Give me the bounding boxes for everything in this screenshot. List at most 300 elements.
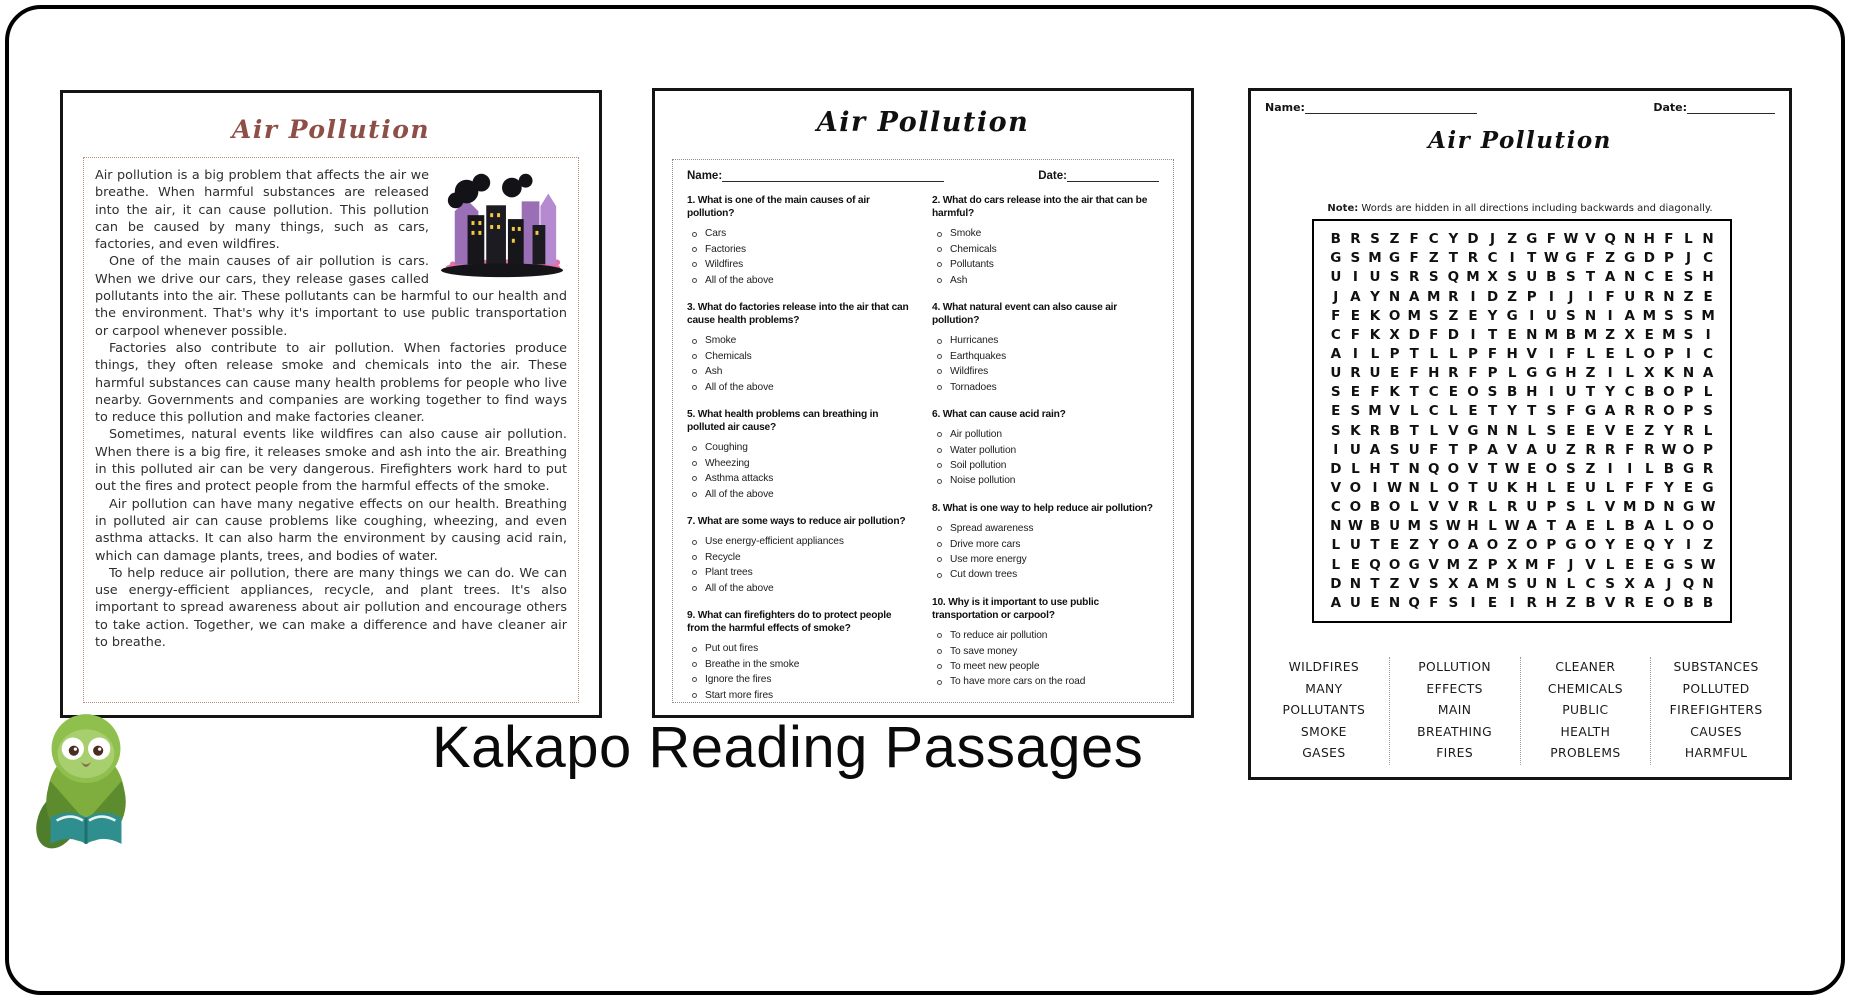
word-search-letter: W — [1347, 518, 1363, 535]
word-search-letter: O — [1682, 441, 1695, 458]
word-search-letter: L — [1488, 518, 1497, 535]
word-search-letter: S — [1487, 384, 1498, 401]
word-search-letter: H — [1428, 365, 1440, 382]
word-search-letter: Y — [1428, 537, 1439, 554]
option-label: To reduce air pollution — [950, 630, 1048, 642]
word-search-letter: W — [1543, 250, 1559, 267]
answer-option — [932, 273, 1159, 288]
passage-box — [83, 157, 579, 703]
word-search-letter: F — [1409, 250, 1419, 267]
word-search-letter: B — [1624, 518, 1635, 535]
option-bullet-icon — [937, 573, 942, 578]
word-search-letter: W — [1387, 479, 1403, 496]
word-search-letter: G — [1624, 250, 1636, 267]
answer-option — [932, 364, 1159, 379]
word-search-letter: I — [1333, 441, 1339, 458]
word-search-letter: L — [1449, 403, 1458, 420]
word-list-item: HARMFUL — [1684, 746, 1748, 760]
word-list-item: FIRES — [1436, 746, 1474, 760]
word-search-letter: H — [1369, 460, 1381, 477]
word-search-letter: S — [1428, 575, 1439, 592]
word-search-letter: B — [1683, 594, 1694, 611]
word-search-letter: F — [1409, 365, 1419, 382]
word-search-letter: G — [1565, 250, 1577, 267]
word-list-item: PROBLEMS — [1550, 746, 1621, 760]
passage-paragraph: One of the main causes of air pollution is cars. When we drive our cars, they release gases called pollutants into the air. These pollutants can be harmful to our health and the environment. That's why it's important to use public transportation or carpool whenever possible. — [95, 254, 567, 339]
option-label: Air pollution — [950, 429, 1002, 441]
word-search-letter: Y — [1664, 479, 1674, 496]
word-search-letter: F — [1644, 479, 1654, 496]
word-search-letter: L — [1605, 479, 1615, 496]
word-search-letter: L — [1409, 499, 1419, 516]
option-bullet-icon — [937, 385, 942, 390]
word-search-letter: S — [1683, 556, 1694, 573]
word-search-letter: U — [1330, 365, 1342, 382]
word-search-letter: N — [1682, 365, 1695, 382]
option-label: Put out fires — [705, 643, 759, 655]
word-search-row — [1326, 327, 1718, 343]
word-search-letter: I — [1509, 250, 1515, 267]
option-bullet-icon — [692, 339, 697, 344]
word-search-letter: D — [1408, 326, 1420, 343]
word-list-item: GASES — [1302, 746, 1346, 760]
word-search-letter: K — [1350, 422, 1361, 439]
answer-option — [932, 427, 1159, 442]
option-bullet-icon — [692, 570, 697, 575]
word-search-letter: Q — [1428, 460, 1440, 477]
word-search-letter: E — [1389, 365, 1400, 382]
word-search-letter: O — [1388, 307, 1401, 324]
word-search-letter: A — [1644, 518, 1655, 535]
option-label: Use more energy — [950, 553, 1027, 565]
page-title: Air Pollution — [816, 107, 1030, 138]
word-search-letter: B — [1663, 460, 1675, 477]
word-search-letter: N — [1408, 479, 1420, 496]
option-label: Chemicals — [950, 243, 997, 255]
word-search-letter: Z — [1683, 288, 1694, 305]
word-search-letter: L — [1586, 345, 1595, 362]
word-search-letter: R — [1408, 269, 1420, 286]
questions-column-left — [687, 194, 914, 716]
word-search-letter: N — [1486, 422, 1499, 439]
word-search-letter: E — [1331, 403, 1341, 420]
word-search-letter: O — [1663, 594, 1675, 611]
word-search-letter: W — [1504, 460, 1520, 477]
option-label: Pollutants — [950, 259, 994, 271]
option-bullet-icon — [937, 278, 942, 283]
option-label: To have more cars on the road — [950, 676, 1086, 688]
answer-option — [687, 226, 914, 241]
option-label: Start more fires — [705, 689, 774, 701]
word-search-letter: I — [1588, 288, 1594, 305]
word-search-letter: G — [1682, 460, 1695, 477]
word-search-row — [1326, 518, 1718, 534]
word-search-letter: I — [1607, 460, 1613, 477]
word-search-letter: Y — [1487, 307, 1498, 324]
word-search-letter: S — [1350, 250, 1361, 267]
word-search-letter: N — [1388, 288, 1401, 305]
word-list-item: SUBSTANCES — [1673, 660, 1759, 674]
word-search-letter: T — [1546, 518, 1556, 535]
word-search-letter: R — [1585, 441, 1596, 458]
word-search-letter: N — [1388, 594, 1401, 611]
word-search-letter: U — [1330, 269, 1342, 286]
word-search-letter: Y — [1507, 403, 1518, 420]
questions-column-right — [932, 194, 1159, 716]
word-search-letter: R — [1467, 499, 1479, 516]
word-search-letter: P — [1663, 345, 1674, 362]
word-search-letter: U — [1349, 441, 1361, 458]
word-list-item: MANY — [1305, 681, 1343, 696]
word-search-letter: I — [1627, 460, 1633, 477]
word-search-letter: O — [1525, 537, 1538, 554]
word-search-letter: G — [1663, 556, 1675, 573]
word-search-letter: J — [1666, 575, 1672, 592]
word-search-letter: H — [1565, 365, 1577, 382]
word-search-letter: X — [1448, 575, 1459, 592]
option-label: Spread awareness — [950, 523, 1034, 535]
brand-title: Kakapo Reading Passages — [432, 715, 1144, 780]
word-search-letter: F — [1546, 231, 1556, 248]
word-search-letter: U — [1545, 307, 1557, 324]
word-search-letter: L — [1429, 422, 1439, 439]
word-search-letter: N — [1349, 575, 1362, 592]
word-search-letter: U — [1526, 575, 1538, 592]
name-date-row — [1265, 101, 1775, 114]
word-search-letter: V — [1585, 556, 1596, 573]
word-search-letter: G — [1565, 537, 1577, 554]
word-search-letter: I — [1685, 537, 1691, 554]
word-search-letter: A — [1624, 307, 1635, 324]
word-search-letter: A — [1350, 288, 1361, 305]
answer-option — [687, 565, 914, 580]
word-search-letter: Y — [1664, 422, 1674, 439]
word-search-letter: S — [1428, 518, 1439, 535]
word-search-letter: S — [1389, 269, 1400, 286]
word-search-letter: E — [1487, 594, 1498, 611]
word-search-letter: Z — [1703, 537, 1713, 554]
word-search-letter: L — [1429, 345, 1439, 362]
word-search-letter: F — [1331, 307, 1341, 324]
word-search-row — [1326, 499, 1718, 515]
word-search-letter: H — [1506, 345, 1518, 362]
answer-option — [687, 273, 914, 288]
option-bullet-icon — [692, 278, 697, 283]
word-search-letter: R — [1702, 460, 1714, 477]
word-search-letter: N — [1584, 307, 1597, 324]
word-search-letter: F — [1370, 384, 1380, 401]
word-search-letter: T — [1448, 250, 1458, 267]
question-block — [687, 408, 914, 502]
option-bullet-icon — [937, 432, 942, 437]
word-search-letter: S — [1566, 269, 1576, 286]
word-search-letter: V — [1448, 422, 1459, 439]
word-search-letter: S — [1566, 499, 1576, 516]
option-label: Use energy-efficient appliances — [705, 536, 844, 548]
word-search-letter: U — [1349, 537, 1361, 554]
word-search-letter: V — [1604, 422, 1616, 439]
word-search-letter: X — [1389, 326, 1400, 343]
kakapo-logo-icon — [28, 700, 144, 852]
word-search-letter: R — [1624, 594, 1635, 611]
word-search-row — [1326, 308, 1718, 324]
word-search-letter: W — [1563, 231, 1579, 248]
word-search-letter: E — [1625, 537, 1635, 554]
answer-option — [932, 443, 1159, 458]
word-search-letter: A — [1330, 345, 1342, 362]
word-search-letter: U — [1526, 269, 1538, 286]
word-search-letter: X — [1506, 556, 1518, 573]
option-bullet-icon — [692, 354, 697, 359]
word-search-letter: M — [1466, 269, 1480, 286]
word-search-letter: A — [1526, 518, 1537, 535]
word-search-letter: L — [1547, 479, 1556, 496]
word-search-letter: R — [1644, 441, 1655, 458]
word-search-letter: W — [1445, 518, 1461, 535]
word-search-letter: Y — [1605, 537, 1615, 554]
word-search-row — [1326, 346, 1718, 362]
word-search-row — [1326, 442, 1718, 458]
word-search-row — [1326, 461, 1718, 477]
word-search-letter: M — [1642, 307, 1657, 324]
name-date-row — [687, 170, 1159, 182]
word-list-item: CHEMICALS — [1547, 681, 1623, 696]
word-search-letter: C — [1428, 231, 1439, 248]
word-search-letter: E — [1468, 307, 1478, 324]
word-search-letter: L — [1664, 518, 1674, 535]
question-text: 10. Why is it important to use public transportation or carpool? — [932, 596, 1099, 621]
word-search-letter: A — [1565, 518, 1577, 535]
question-text: 9. What can firefighters do to protect people from the harmful effects of smoke? — [687, 609, 892, 635]
answer-option — [687, 349, 914, 364]
word-search-letter: V — [1467, 460, 1479, 477]
word-search-letter: E — [1350, 307, 1360, 324]
word-search-letter: R — [1526, 594, 1537, 611]
word-search-letter: R — [1369, 422, 1381, 439]
word-search-letter: L — [1331, 556, 1341, 573]
word-search-letter: L — [1625, 365, 1634, 382]
word-search-letter: R — [1506, 499, 1518, 516]
word-search-page — [1248, 88, 1792, 780]
word-search-row — [1326, 231, 1718, 247]
word-search-letter: U — [1389, 518, 1401, 535]
option-bullet-icon — [692, 693, 697, 698]
question-text: 1. What is one of the main causes of air pollution? — [687, 195, 870, 220]
option-label: Breathe in the smoke — [705, 658, 800, 670]
word-search-letter: P — [1468, 441, 1478, 458]
word-search-letter: E — [1605, 345, 1615, 362]
option-bullet-icon — [692, 476, 697, 481]
word-search-letter: D — [1643, 499, 1655, 516]
word-search-letter: U — [1585, 479, 1596, 496]
word-search-letter: O — [1584, 537, 1597, 554]
word-search-letter: Z — [1507, 231, 1518, 248]
word-search-letter: R — [1467, 250, 1479, 267]
word-search-letter: P — [1663, 250, 1674, 267]
word-search-letter: S — [1448, 594, 1459, 611]
word-search-letter: L — [1703, 422, 1713, 439]
word-search-letter: F — [1409, 231, 1419, 248]
word-search-letter: J — [1568, 288, 1574, 305]
option-label: Asthma attacks — [705, 473, 774, 485]
page-title: Air Pollution — [1428, 127, 1612, 154]
word-search-letter: L — [1370, 345, 1380, 362]
word-search-row — [1326, 365, 1718, 381]
word-search-letter: P — [1526, 288, 1537, 305]
word-search-letter: E — [1625, 422, 1635, 439]
word-search-letter: T — [1468, 479, 1478, 496]
word-search-letter: T — [1585, 269, 1596, 286]
word-search-letter: P — [1389, 345, 1400, 362]
word-search-letter: M — [1368, 403, 1382, 420]
word-search-letter: B — [1330, 231, 1341, 248]
answer-option — [687, 257, 914, 272]
passage-paragraph: To help reduce air pollution, there are many things we can do. We can use energy-efficient appliances, recycle, and plant trees. It's also important to spread awareness about air pollution and encourage others to take action. Together, we can make a difference and have cleaner air to breathe. — [95, 565, 567, 651]
word-search-letter: S — [1350, 403, 1361, 420]
word-search-letter: P — [1546, 537, 1557, 554]
word-search-letter: Y — [1605, 384, 1615, 401]
word-search-letter: K — [1506, 479, 1518, 496]
word-search-letter: T — [1487, 326, 1498, 343]
answer-option — [687, 364, 914, 379]
word-search-letter: P — [1546, 499, 1557, 516]
word-search-row — [1326, 480, 1718, 496]
word-list-column — [1259, 657, 1389, 765]
passage-paragraph: Air pollution can have many negative effects on our health. Breathing in polluted air can cause problems like coughing, wheezing, and even asthma attacks. It can also harm the environment by causing acid rain, which can damage plants, trees, and bodies of water. — [95, 496, 567, 564]
word-search-letter: N — [1702, 575, 1714, 592]
option-label: Cut down trees — [950, 569, 1018, 581]
option-bullet-icon — [937, 542, 942, 547]
word-search-letter: F — [1429, 441, 1439, 458]
word-search-letter: W — [1661, 441, 1677, 458]
word-search-row — [1326, 423, 1718, 439]
answer-option — [932, 257, 1159, 272]
word-search-letter: D — [1447, 326, 1459, 343]
option-bullet-icon — [937, 369, 942, 374]
word-search-letter: F — [1664, 231, 1674, 248]
option-label: Smoke — [950, 228, 982, 240]
word-search-letter: N — [1506, 422, 1518, 439]
word-search-letter: S — [1370, 231, 1380, 248]
word-search-letter: Z — [1428, 250, 1439, 267]
word-search-letter: V — [1448, 499, 1459, 516]
word-search-letter: S — [1546, 422, 1557, 439]
option-label: To save money — [950, 645, 1018, 657]
option-bullet-icon — [937, 557, 942, 562]
word-search-letter: G — [1389, 250, 1401, 267]
option-bullet-icon — [937, 463, 942, 468]
option-bullet-icon — [937, 633, 942, 638]
answer-option — [932, 552, 1159, 567]
word-search-letter: I — [1607, 365, 1613, 382]
option-label: Coughing — [705, 442, 748, 454]
word-search-letter: A — [1644, 575, 1655, 592]
option-label: Recycle — [705, 551, 741, 563]
word-search-letter: O — [1349, 499, 1362, 516]
word-search-letter: R — [1624, 403, 1635, 420]
option-label: Ignore the fires — [705, 674, 772, 686]
word-search-letter: T — [1448, 441, 1458, 458]
word-search-letter: E — [1683, 479, 1694, 496]
word-search-letter: E — [1644, 556, 1654, 573]
word-search-letter: R — [1350, 231, 1361, 248]
word-search-letter: C — [1644, 269, 1655, 286]
word-search-letter: Z — [1585, 365, 1596, 382]
option-bullet-icon — [937, 526, 942, 531]
word-search-letter: B — [1644, 384, 1655, 401]
word-search-row — [1326, 384, 1718, 400]
answer-option — [932, 226, 1159, 241]
word-list-column — [1520, 657, 1651, 765]
option-bullet-icon — [692, 461, 697, 466]
word-search-letter: T — [1370, 575, 1380, 592]
word-search-letter: M — [1427, 288, 1441, 305]
word-search-letter: N — [1663, 288, 1675, 305]
word-search-letter: Q — [1604, 231, 1616, 248]
word-list-item: EFFECTS — [1426, 681, 1483, 696]
question-text: 4. What natural event can also cause air pollution? — [932, 302, 1118, 327]
word-search-letter: W — [1700, 499, 1716, 516]
option-bullet-icon — [692, 232, 697, 237]
word-list-item: CAUSES — [1690, 724, 1743, 739]
word-search-letter: N — [1663, 499, 1675, 516]
answer-option — [932, 521, 1159, 536]
word-search-letter: A — [1604, 403, 1616, 420]
word-search-letter: M — [1662, 326, 1676, 343]
word-search-letter: J — [1568, 556, 1574, 573]
option-label: Earthquakes — [950, 350, 1007, 362]
word-search-letter: S — [1330, 384, 1341, 401]
word-search-letter: E — [1644, 326, 1654, 343]
word-search-letter: I — [1529, 307, 1535, 324]
word-search-letter: O — [1486, 537, 1499, 554]
option-label: All of the above — [705, 488, 774, 500]
word-list-item: FIREFIGHTERS — [1669, 703, 1763, 717]
word-search-letter: S — [1330, 422, 1341, 439]
word-search-letter: G — [1526, 231, 1538, 248]
page-title: Air Pollution — [231, 115, 431, 144]
word-search-letter: C — [1428, 384, 1439, 401]
option-label: Factories — [705, 243, 746, 255]
word-search-letter: F — [1429, 326, 1439, 343]
word-search-letter: M — [1446, 556, 1461, 573]
word-search-letter: G — [1682, 499, 1695, 516]
word-search-letter: H — [1702, 269, 1714, 286]
word-search-letter: D — [1467, 231, 1479, 248]
word-search-letter: V — [1506, 441, 1518, 458]
word-search-letter: H — [1643, 231, 1655, 248]
name-blank-line — [722, 170, 944, 182]
word-search-letter: G — [1330, 250, 1342, 267]
date-label: Date: — [1038, 170, 1067, 182]
word-search-row — [1326, 269, 1718, 285]
word-search-letter: E — [1468, 403, 1478, 420]
option-label: All of the above — [705, 381, 774, 393]
word-search-letter: C — [1624, 384, 1635, 401]
word-search-letter: O — [1447, 479, 1460, 496]
option-bullet-icon — [692, 262, 697, 267]
option-label: Smoke — [705, 335, 737, 347]
word-search-letter: O — [1545, 460, 1558, 477]
word-search-letter: Z — [1566, 441, 1576, 458]
word-search-letter: O — [1447, 460, 1460, 477]
option-label: Soil pollution — [950, 460, 1007, 472]
word-search-letter: L — [1605, 556, 1615, 573]
word-search-letter: F — [1468, 365, 1478, 382]
word-search-letter: V — [1604, 594, 1616, 611]
word-search-letter: K — [1369, 307, 1381, 324]
word-search-letter: B — [1389, 422, 1400, 439]
